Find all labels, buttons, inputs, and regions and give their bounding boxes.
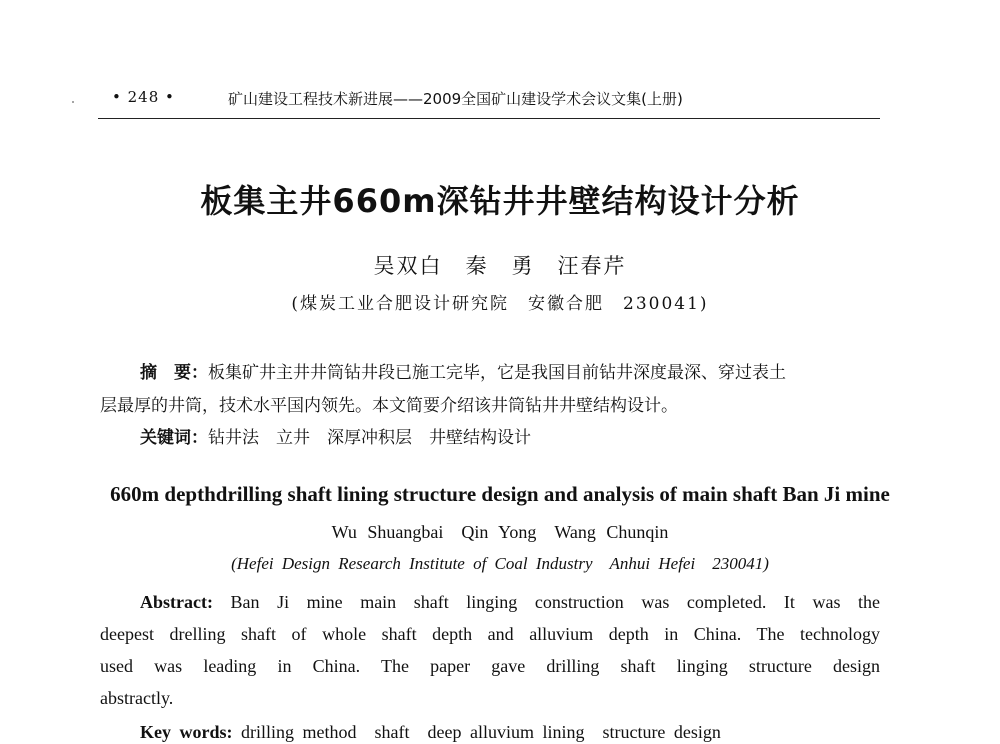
authors-english: Wu Shuangbai Qin Yong Wang Chunqin [331, 522, 669, 542]
abstract-english-line-1 [140, 592, 880, 613]
paper-title-english: 660m depthdrilling shaft lining structure design and analysis of main shaft Ban Ji mine [110, 482, 890, 506]
keywords-chinese-text: 钻井法 立井 深厚冲积层 井壁结构设计 [208, 428, 531, 448]
paper-title: 板集主井660m深钻井井壁结构设计分析 [200, 182, 800, 220]
scan-speck [72, 101, 74, 103]
keywords-chinese [140, 423, 531, 448]
affiliation-english: (Hefei Design Research Institute of Coal Industry Anhui Hefei 230041) [231, 554, 769, 573]
abstract-english-line-4: abstractly. [100, 688, 174, 708]
keywords-english [140, 718, 721, 744]
keywords-chinese-label: 关键词： [140, 428, 208, 448]
keywords-english-text: drilling method shaft deep alluvium lining structure design [241, 722, 721, 742]
affiliation-chinese: (煤炭工业合肥设计研究院 安徽合肥 230041) [291, 294, 709, 314]
running-header-title: 矿山建设工程技术新进展——2009全国矿山建设学术会议文集(上册) [228, 90, 683, 108]
abstract-chinese-line-1 [140, 358, 920, 383]
page-number: • 248 • [112, 88, 175, 106]
keywords-english-label: Key words: [140, 722, 233, 742]
abstract-english-text-1: Ban Ji mine main shaft linging construction was completed. It was the [230, 592, 881, 612]
abstract-chinese-line-2: 层最厚的井筒，技术水平国内领先。本文简要介绍该井筒钻井井壁结构设计。 [100, 396, 678, 416]
abstract-chinese-label: 摘 要： [140, 363, 208, 383]
authors-chinese: 吴双白 秦 勇 汪春芹 [373, 254, 627, 278]
abstract-english-label: Abstract: [140, 592, 213, 612]
header-rule [98, 118, 880, 119]
abstract-english-line-3: used was leading in China. The paper gave drilling shaft linging structure design [100, 656, 880, 676]
abstract-english-line-2: deepest drelling shaft of whole shaft depth and alluvium depth in China. The technology [100, 624, 880, 644]
abstract-chinese-text-1: 板集矿井主井井筒钻井段已施工完毕，它是我国目前钻井深度最深、穿过表土 [208, 363, 786, 383]
